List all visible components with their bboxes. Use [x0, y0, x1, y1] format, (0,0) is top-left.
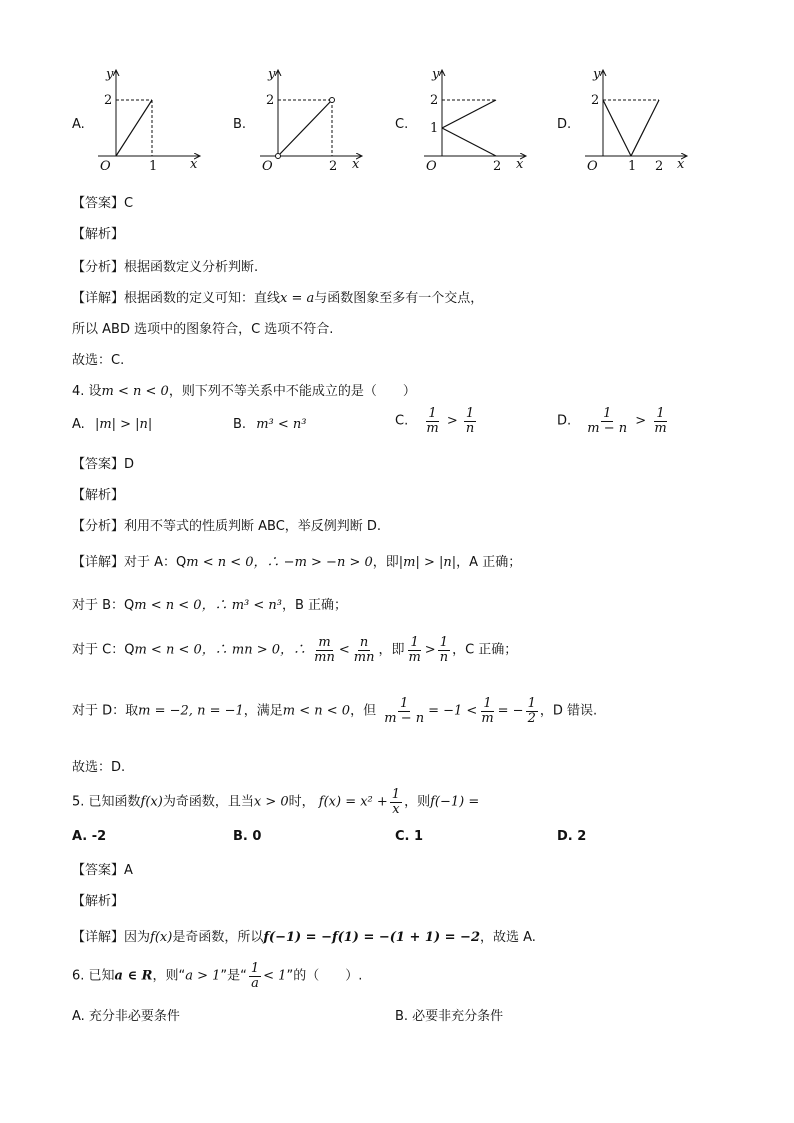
q4-detail-c-math: m < n < 0，∴ mn > 0，∴: [134, 642, 306, 658]
x-tick: 2: [329, 159, 338, 174]
q4-detail-d-but: ，但: [350, 703, 377, 719]
q4-detail-d-end: ，D 错误.: [539, 703, 598, 719]
q5-detail-text: 是奇函数，所以: [172, 930, 264, 945]
q5-detail-prefix: 【详解】因为: [72, 930, 151, 945]
q5-stem-question: f(−1) =: [430, 794, 480, 810]
q3-detail-text-a: 【详解】根据函数的定义可知：直线: [72, 291, 281, 306]
q4-detail-c-end: ，C 正确；: [452, 642, 518, 658]
y-tick: 2: [104, 93, 113, 108]
origin-label: O: [262, 159, 273, 174]
q4-detail-b-prefix: 对于 B：Q: [72, 598, 135, 613]
q4-detail-c-connector: ，即: [378, 642, 405, 658]
q6-stem-set: a ∈ R: [114, 968, 153, 984]
x-tick: 1: [149, 159, 158, 174]
q4-detail-d-condition: m < n < 0: [282, 703, 351, 719]
fraction-1-over-m: $\frac{1}{m}$: [654, 406, 667, 436]
q6-stem-condition-1: a > 1: [185, 968, 221, 984]
q4-detail-b-math: m < n < 0，∴ m³ < n³: [134, 598, 282, 613]
q4-choice: 故选：D.: [72, 760, 126, 775]
origin-label: O: [100, 159, 111, 174]
q4-option-d: D. $\frac{1}{m - n}$ > $\frac{1}{m}$: [557, 406, 667, 436]
x-tick: 2: [493, 159, 502, 174]
fraction-1-over-a: $\frac{1}{a}$: [250, 961, 260, 991]
fraction-1-over-n: $\frac{1}{n}$: [439, 635, 449, 665]
fraction-1-over-m: $\frac{1}{m}$: [426, 406, 439, 436]
q5-detail-equation: f(−1) = −f(1) = −(1 + 1) = −2: [263, 930, 480, 945]
y-axis-label: y: [593, 67, 601, 82]
q3-analysis: 【分析】根据函数定义分析判断.: [72, 260, 259, 275]
fraction-n-over-mn: $\frac{n}{mn}$: [353, 635, 375, 665]
origin-label: O: [587, 159, 598, 174]
q4-detail-a-prefix: 【详解】对于 A：Q: [72, 555, 187, 570]
q4-detail-b: [72, 594, 347, 613]
q3-detail: [72, 287, 483, 306]
q6-stem-middle: ”是“: [220, 968, 247, 984]
q4-detail-a-inequality: |m| > |n|: [398, 555, 457, 570]
q5-detail-function: f(x): [150, 930, 173, 945]
q4-answer: 【答案】D: [72, 457, 135, 472]
q4-detail-d-eq1: = −1 <: [428, 703, 478, 719]
q6-stem-quote-open: ，则“: [152, 968, 186, 984]
q4-detail-a-connector: ，即: [372, 555, 399, 570]
q5-stem-number: 5. 已知函数: [72, 794, 141, 810]
q5-stem-when: 时，: [288, 794, 315, 810]
graph-b: [250, 64, 370, 174]
q4-option-a-label: A.: [72, 417, 85, 432]
fraction-m-over-mn: $\frac{m}{mn}$: [314, 635, 335, 665]
q4-detail-c: 对于 C：Qm < n < 0，∴ mn > 0，∴ $\frac{m}{mn}$ < $\frac{n}{mn}$ ，即 $\frac{1}{m}$ > $\frac{1}{n}$ ，C 正确；: [72, 635, 518, 665]
q5-stem-function: f(x): [140, 794, 163, 810]
q4-option-b-label: B.: [233, 417, 247, 432]
q5-stem-then: ，则: [404, 794, 431, 810]
q4-option-d-label: D.: [557, 413, 572, 429]
q4-stem: [72, 380, 416, 399]
fraction-1-over-m-minus-n: $\frac{1}{m - n}$: [587, 406, 628, 436]
graph-d: [575, 64, 695, 174]
fraction-1-over-m: $\frac{1}{m}$: [481, 696, 494, 726]
q5-detail: [72, 926, 536, 945]
q3-detail-line2: 所以 ABD 选项中的图象符合，C 选项不符合.: [72, 322, 334, 337]
q4-detail-d-connector: ，满足: [243, 703, 283, 719]
fraction-1-over-m-minus-n: $\frac{1}{m - n}$: [384, 696, 425, 726]
q5-answer: 【答案】A: [72, 863, 133, 878]
y-axis-label: y: [106, 67, 114, 82]
q5-option-a: A. -2: [72, 829, 107, 844]
y-tick-1: 1: [430, 121, 439, 136]
q4-option-a-expression: |m| > |n|: [94, 417, 153, 432]
q6-stem-number: 6. 已知: [72, 968, 115, 984]
x-axis-label: x: [677, 157, 685, 172]
q6-option-a: A. 充分非必要条件: [72, 1009, 180, 1024]
q4-detail-d: [72, 697, 597, 725]
y-axis-label: y: [432, 67, 440, 82]
x-tick-2: 2: [655, 159, 664, 174]
fraction-1-over-m: $\frac{1}{m}$: [408, 635, 421, 665]
q5-stem: [72, 788, 479, 816]
q5-stem-text: 为奇函数，且当: [162, 794, 254, 810]
q6-option-b: B. 必要非充分条件: [395, 1009, 504, 1024]
x-tick-1: 1: [628, 159, 637, 174]
q5-stem-condition: x > 0: [253, 794, 289, 810]
q4-option-c: C. $\frac{1}{m}$ > $\frac{1}{n}$: [395, 406, 475, 436]
q4-analysis-heading: 【解析】: [72, 488, 125, 503]
graph-a: [88, 64, 208, 174]
q4-stem-text: ，则下列不等关系中不能成立的是（ ）: [168, 384, 416, 399]
x-axis-label: x: [516, 157, 524, 172]
fraction-1-over-x: $\frac{1}{x}$: [391, 787, 401, 817]
q4-option-a: [72, 417, 152, 432]
fraction-1-over-2: $\frac{1}{2}$: [527, 696, 536, 726]
q4-detail-d-eq2: = −: [497, 703, 524, 719]
q5-option-c: C. 1: [395, 829, 424, 844]
q5-stem-formula: f(x) = x² +: [318, 794, 388, 810]
q5-option-b: B. 0: [233, 829, 262, 844]
fraction-1-over-n: $\frac{1}{n}$: [465, 406, 475, 436]
q4-option-b-expression: m³ < n³: [256, 417, 307, 432]
y-tick: 2: [430, 93, 439, 108]
q4-detail-a-math: m < n < 0，∴ −m > −n > 0: [186, 555, 373, 570]
q4-option-c-label: C.: [395, 413, 409, 429]
q4-detail-b-end: ，B 正确；: [282, 598, 348, 613]
q4-detail-d-values: m = −2, n = −1: [138, 703, 244, 719]
q5-option-d: D. 2: [557, 829, 587, 844]
graph-label-b: B.: [233, 117, 247, 132]
q5-detail-end: ，故选 A.: [480, 930, 536, 945]
q4-detail-d-prefix: 对于 D：取: [72, 703, 139, 719]
q4-stem-number: 4. 设: [72, 384, 102, 399]
origin-label: O: [426, 159, 437, 174]
q4-stem-condition: m < n < 0: [101, 384, 169, 399]
graph-c: [414, 64, 534, 174]
q4-detail-a-end: ，A 正确；: [456, 555, 522, 570]
q4-detail-c-prefix: 对于 C：Q: [72, 642, 135, 658]
y-tick: 2: [266, 93, 275, 108]
q3-answer: 【答案】C: [72, 196, 134, 211]
graph-label-d: D.: [557, 117, 572, 132]
x-axis-label: x: [352, 157, 360, 172]
q6-stem-condition-2: < 1: [263, 968, 287, 984]
q4-analysis: 【分析】利用不等式的性质判断 ABC，举反例判断 D.: [72, 519, 382, 534]
q4-option-b: [233, 417, 306, 432]
x-axis-label: x: [190, 157, 198, 172]
q3-choice: 故选：C.: [72, 353, 125, 368]
q4-detail-a: [72, 551, 521, 570]
graph-label-a: A.: [72, 117, 85, 132]
q5-analysis-heading: 【解析】: [72, 894, 125, 909]
y-tick: 2: [591, 93, 600, 108]
graph-label-c: C.: [395, 117, 409, 132]
q3-detail-text-b: 与函数图象至多有一个交点，: [314, 291, 484, 306]
q6-stem: [72, 962, 362, 990]
q3-detail-equation: x = a: [280, 291, 315, 306]
y-axis-label: y: [268, 67, 276, 82]
q3-analysis-heading: 【解析】: [72, 227, 125, 242]
q6-stem-end: ”的（ ）.: [286, 968, 363, 984]
